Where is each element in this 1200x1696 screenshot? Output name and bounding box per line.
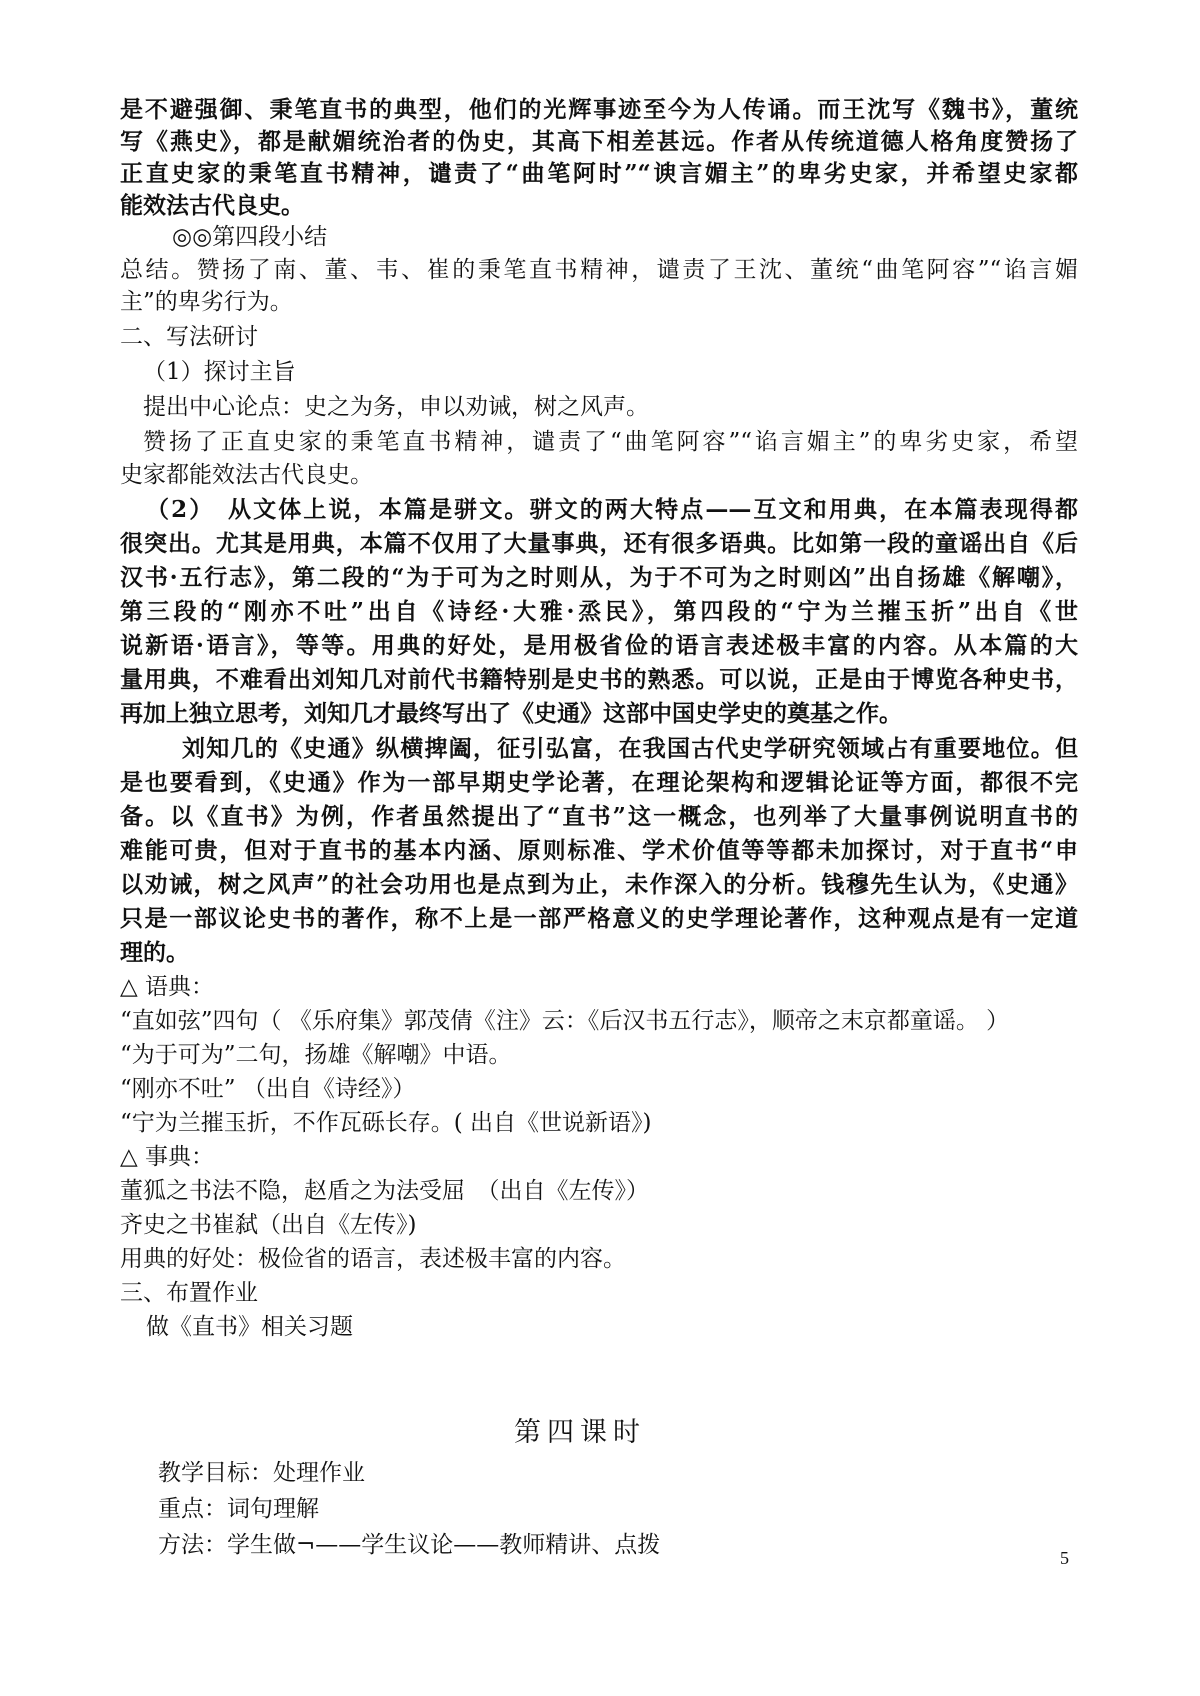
- text-line: 史家都能效法古代良史。: [120, 462, 373, 488]
- text-line: 主”的卑劣行为。: [120, 289, 293, 315]
- text-line: 用典的好处：极俭省的语言，表述极丰富的内容。: [120, 1246, 626, 1272]
- text-line: 能效法古代良史。: [120, 192, 304, 219]
- list-item: “直如弦”四句（ 《乐府集》郭茂倩《注》云：《后汉书五行志》，顺帝之末京都童谣。 ）: [120, 1008, 1010, 1034]
- text-line: 备。以《直书》为例，作者虽然提出了“直书”这一概念，也列举了大量事例说明直书的: [120, 803, 1078, 830]
- page-number: 5: [1060, 1548, 1069, 1568]
- text-line: 写《燕史》，都是献媚统治者的伪史，其高下相差甚远。作者从传统道德人格角度赞扬了: [120, 128, 1078, 155]
- summary-heading: ◎◎第四段小结: [172, 224, 328, 250]
- text-line: 总结。赞扬了南、董、韦、崔的秉笔直书精神，谴责了王沈、董统“曲笔阿容”“谄言媚: [120, 257, 1078, 283]
- subsection-heading: （1）探讨主旨: [143, 359, 296, 385]
- text-line: 说新语·语言》，等等。用典的好处，是用极省俭的语言表述极丰富的内容。从本篇的大: [120, 632, 1078, 659]
- text-line: （2） 从文体上说，本篇是骈文。骈文的两大特点——互文和用典，在本篇表现得都: [146, 496, 1078, 523]
- list-item: “宁为兰摧玉折，不作瓦砾长存。( 出自《世说新语》): [120, 1110, 652, 1136]
- text-line: 正直史家的秉笔直书精神，谴责了“曲笔阿时”“谀言媚主”的卑劣史家，并希望史家都: [120, 160, 1078, 187]
- text-line: 是也要看到，《史通》作为一部早期史学论著，在理论架构和逻辑论证等方面，都很不完: [120, 769, 1078, 796]
- text-line: 汉书·五行志》，第二段的“为于可为之时则从，为于不可为之时则凶”出自扬雄《解嘲》，: [120, 564, 1078, 591]
- text-line: 量用典，不难看出刘知几对前代书籍特别是史书的熟悉。可以说，正是由于博览各种史书，: [120, 666, 1078, 693]
- text-line: 赞扬了正直史家的秉笔直书精神，谴责了“曲笔阿容”“谄言媚主”的卑劣史家，希望: [143, 429, 1078, 455]
- text-line: 第三段的“刚亦不吐”出自《诗经·大雅·烝民》，第四段的“宁为兰摧玉折”出自《世: [120, 598, 1078, 625]
- text-line: 提出中心论点：史之为务，申以劝诫，树之风声。: [143, 394, 649, 420]
- text-line: 做《直书》相关习题: [146, 1314, 353, 1340]
- text-line: 很突出。尤其是用典，本篇不仅用了大量事典，还有很多语典。比如第一段的童谣出自《后: [120, 530, 1078, 557]
- lesson-title: 第四课时: [514, 1417, 646, 1448]
- list-item: “为于可为”二句，扬雄《解嘲》中语。: [120, 1042, 512, 1068]
- list-item: “刚亦不吐” （出自《诗经》）: [120, 1076, 416, 1102]
- text-line: 理的。: [120, 939, 189, 966]
- list-item: 董狐之书法不隐，赵盾之为法受屈 （出自《左传》）: [120, 1178, 649, 1204]
- yudian-heading: △ 语典：: [120, 974, 214, 1000]
- text-line: 方法：学生做¬——学生议论——教师精讲、点拨: [158, 1532, 661, 1558]
- text-line: 只是一部议论史书的著作，称不上是一部严格意义的史学理论著作，这种观点是有一定道: [120, 905, 1078, 932]
- section-heading: 三、布置作业: [120, 1280, 258, 1306]
- section-heading: 二、写法研讨: [120, 324, 258, 350]
- text-line: 教学目标：处理作业: [158, 1460, 365, 1486]
- text-line: 刘知几的《史通》纵横捭阖，征引弘富，在我国古代史学研究领域占有重要地位。但: [182, 735, 1078, 762]
- shidian-heading: △ 事典：: [120, 1144, 214, 1170]
- text-line: 重点：词句理解: [158, 1496, 319, 1522]
- text-line: 是不避强御、秉笔直书的典型，他们的光辉事迹至今为人传诵。而王沈写《魏书》，董统: [120, 96, 1078, 123]
- text-line: 难能可贵，但对于直书的基本内涵、原则标准、学术价值等等都未加探讨，对于直书“申: [120, 837, 1078, 864]
- text-line: 以劝诫，树之风声”的社会功用也是点到为止，未作深入的分析。钱穆先生认为，《史通》: [120, 871, 1078, 898]
- text-line: 再加上独立思考，刘知几才最终写出了《史通》这部中国史学史的奠基之作。: [120, 700, 902, 727]
- list-item: 齐史之书崔弑（出自《左传》): [120, 1212, 417, 1238]
